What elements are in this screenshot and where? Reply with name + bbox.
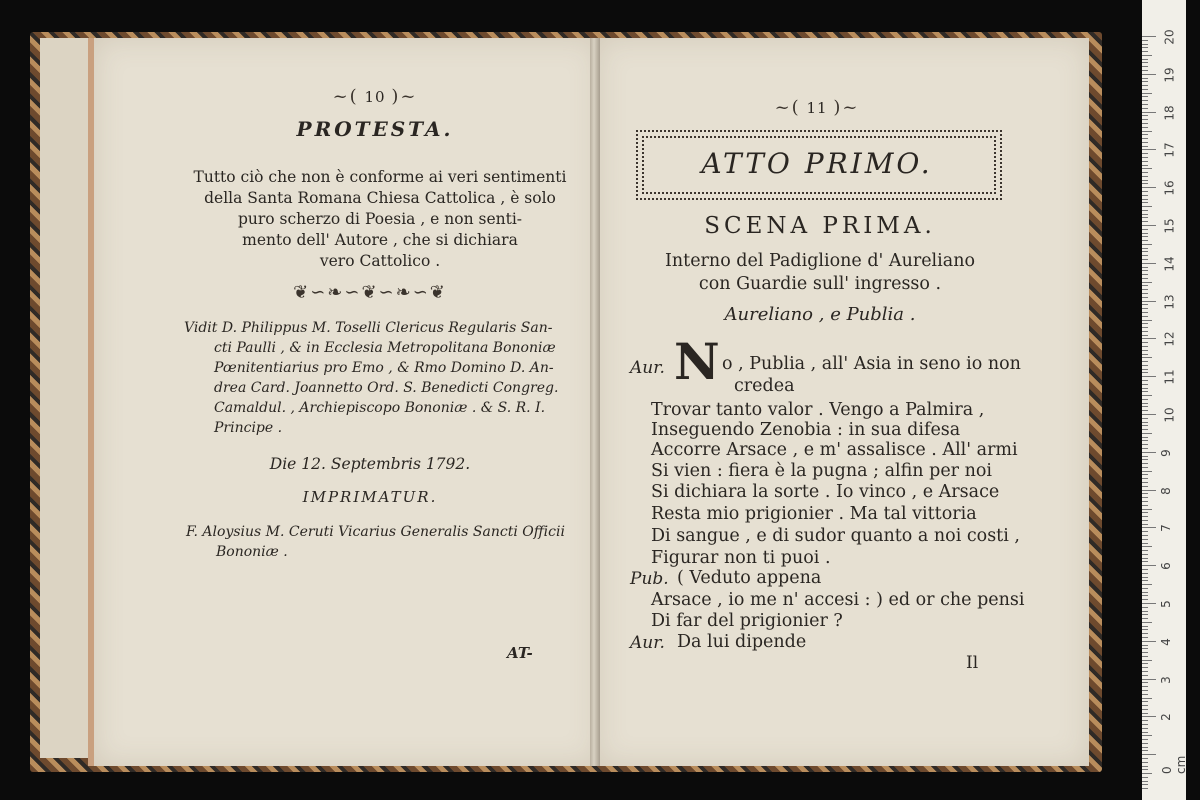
left-page-number: ~( 10 )~ bbox=[332, 86, 418, 107]
ruler-tick bbox=[1142, 255, 1148, 256]
ruler-tick bbox=[1142, 225, 1156, 226]
ruler-tick bbox=[1142, 161, 1148, 162]
ruler-tick bbox=[1142, 183, 1148, 184]
ceruti-line: Bononiæ . bbox=[216, 544, 288, 560]
ruler-tick bbox=[1142, 784, 1148, 785]
ruler-tick bbox=[1142, 633, 1148, 634]
ruler-tick bbox=[1142, 686, 1148, 687]
ruler-tick bbox=[1142, 595, 1148, 596]
ruler-tick bbox=[1142, 221, 1148, 222]
speaker-publia: Pub. bbox=[630, 569, 669, 589]
ruler-label: 14 bbox=[1162, 256, 1177, 272]
verse-line: Figurar non ti puoi . bbox=[651, 548, 831, 568]
ruler-tick bbox=[1142, 236, 1148, 237]
ruler-tick bbox=[1142, 599, 1148, 600]
ruler-tick bbox=[1142, 588, 1148, 589]
ruler-tick bbox=[1142, 85, 1148, 86]
ruler-tick bbox=[1142, 641, 1156, 642]
ruler-tick bbox=[1142, 142, 1148, 143]
ruler-tick bbox=[1142, 297, 1148, 298]
ruler-tick bbox=[1142, 127, 1148, 128]
ruler-tick bbox=[1142, 112, 1156, 113]
ruler-tick bbox=[1142, 497, 1148, 498]
ruler-tick bbox=[1142, 766, 1148, 767]
ruler-tick bbox=[1142, 735, 1152, 736]
ruler-label: 19 bbox=[1162, 67, 1177, 83]
ruler-tick bbox=[1142, 750, 1148, 751]
ruler-tick bbox=[1142, 361, 1148, 362]
ruler-tick bbox=[1142, 433, 1152, 434]
ruler-label: 10 bbox=[1162, 407, 1177, 423]
ceruti-approval bbox=[186, 522, 578, 562]
ruler-tick bbox=[1142, 474, 1148, 475]
ruler-tick bbox=[1142, 652, 1148, 653]
ruler-label: 9 bbox=[1158, 448, 1173, 457]
ruler-tick bbox=[1142, 622, 1152, 623]
ruler-tick bbox=[1142, 482, 1148, 483]
drop-cap: N bbox=[674, 332, 720, 391]
ruler-tick bbox=[1142, 131, 1152, 132]
ruler-label: 2 bbox=[1158, 713, 1173, 722]
ruler-tick bbox=[1142, 327, 1148, 328]
ruler-tick bbox=[1142, 754, 1156, 755]
scene-characters: Aureliano , e Publia . bbox=[724, 304, 916, 325]
ruler-tick bbox=[1142, 316, 1148, 317]
verse-line: Si dichiara la sorte . Io vinco , e Arsace bbox=[651, 482, 1000, 502]
ruler-tick bbox=[1142, 679, 1156, 680]
ruler-tick bbox=[1142, 108, 1148, 109]
ruler-tick bbox=[1142, 618, 1148, 619]
ruler-tick bbox=[1142, 134, 1148, 135]
ornament-icon: )~ bbox=[391, 86, 418, 107]
act-title: ATTO PRIMO. bbox=[701, 147, 933, 180]
ruler-tick bbox=[1142, 739, 1148, 740]
ornament-icon: ~( bbox=[332, 86, 359, 107]
ruler-tick bbox=[1142, 728, 1148, 729]
ruler-tick bbox=[1142, 663, 1148, 664]
ruler-label: 4 bbox=[1158, 637, 1173, 646]
ruler-tick bbox=[1142, 89, 1148, 90]
ruler-label: 8 bbox=[1158, 486, 1173, 495]
ruler-tick bbox=[1142, 372, 1148, 373]
verse-line: Di sangue , e di sudor quanto a noi costi , bbox=[651, 526, 1020, 546]
ruler-label: 15 bbox=[1162, 218, 1177, 234]
ruler-tick bbox=[1142, 308, 1148, 309]
ruler-tick bbox=[1142, 335, 1148, 336]
ruler-tick bbox=[1142, 199, 1148, 200]
left-page-title: PROTESTA. bbox=[296, 117, 454, 141]
ruler-tick bbox=[1142, 44, 1148, 45]
ruler-tick bbox=[1142, 539, 1148, 540]
verse-first-line: o , Publia , all' Asia in seno io non bbox=[722, 354, 1021, 374]
ruler-tick bbox=[1142, 509, 1152, 510]
ruler-tick bbox=[1142, 645, 1148, 646]
ruler-tick bbox=[1142, 667, 1148, 668]
vidit-line: Principe . bbox=[214, 420, 283, 436]
ruler-tick bbox=[1142, 248, 1148, 249]
verse-line: Di far del prigionier ? bbox=[651, 611, 843, 631]
ruler-tick bbox=[1142, 713, 1148, 714]
ruler-tick bbox=[1142, 376, 1156, 377]
ruler-tick bbox=[1142, 81, 1148, 82]
verse-line: Trovar tanto valor . Vengo a Palmira , bbox=[651, 400, 985, 420]
ruler-tick bbox=[1142, 406, 1148, 407]
ruler-tick bbox=[1142, 172, 1148, 173]
ruler-tick bbox=[1142, 93, 1152, 94]
book-gutter bbox=[590, 38, 600, 766]
ruler-tick bbox=[1142, 505, 1148, 506]
ruler-label: 3 bbox=[1158, 675, 1173, 684]
ruler-tick bbox=[1142, 520, 1148, 521]
ruler-tick bbox=[1142, 611, 1148, 612]
verse-line: Da lui dipende bbox=[677, 632, 807, 652]
measurement-ruler bbox=[1142, 0, 1186, 800]
ruler-tick bbox=[1142, 331, 1148, 332]
approval-date: Die 12. Septembris 1792. bbox=[269, 455, 471, 473]
ruler-tick bbox=[1142, 698, 1152, 699]
vidit-line: Pœnitentiarius pro Emo , & Rmo Domino D. An- bbox=[214, 360, 554, 376]
ruler-tick bbox=[1142, 758, 1148, 759]
ruler-tick bbox=[1142, 550, 1148, 551]
ruler-tick bbox=[1142, 584, 1152, 585]
ruler-tick bbox=[1142, 157, 1148, 158]
ruler-tick bbox=[1142, 781, 1148, 782]
ruler-label: 13 bbox=[1162, 293, 1177, 310]
ruler-tick bbox=[1142, 516, 1148, 517]
ruler-tick bbox=[1142, 293, 1148, 294]
ruler-tick bbox=[1142, 229, 1148, 230]
ruler-tick bbox=[1142, 240, 1148, 241]
ruler-tick bbox=[1142, 40, 1148, 41]
ruler-tick bbox=[1142, 561, 1148, 562]
ruler-tick bbox=[1142, 769, 1148, 770]
ruler-tick bbox=[1142, 490, 1156, 491]
ruler-tick bbox=[1142, 165, 1148, 166]
ruler-tick bbox=[1142, 263, 1156, 264]
ruler-tick bbox=[1142, 743, 1148, 744]
ruler-tick bbox=[1142, 444, 1148, 445]
ruler-label: 0 cm bbox=[1160, 755, 1188, 775]
ornament-icon: ~( bbox=[774, 97, 801, 118]
ruler-tick bbox=[1142, 437, 1148, 438]
ruler-tick bbox=[1142, 452, 1156, 453]
ruler-label: 11 bbox=[1162, 369, 1177, 385]
ruler-tick bbox=[1142, 323, 1148, 324]
vidit-approval bbox=[184, 318, 574, 438]
protest-line: della Santa Romana Chiesa Cattolica , è solo bbox=[204, 189, 556, 207]
ruler-tick bbox=[1142, 682, 1148, 683]
vidit-line: Camaldul. , Archiepiscopo Bononiæ . & S. R. I. bbox=[214, 400, 546, 416]
ruler-tick bbox=[1142, 535, 1148, 536]
ruler-tick bbox=[1142, 705, 1148, 706]
ruler-tick bbox=[1142, 690, 1148, 691]
ruler-tick bbox=[1142, 410, 1148, 411]
ruler-tick bbox=[1142, 96, 1148, 97]
ruler-tick bbox=[1142, 527, 1156, 528]
ruler-tick bbox=[1142, 399, 1148, 400]
ruler-tick bbox=[1142, 747, 1148, 748]
ruler-tick bbox=[1142, 74, 1156, 75]
right-catchword: Il bbox=[966, 653, 979, 673]
ceruti-line: F. Aloysius M. Ceruti Vicarius Generalis Sancti Officii bbox=[186, 524, 565, 540]
verse-line: Resta mio prigionier . Ma tal vittoria bbox=[651, 504, 977, 524]
ruler-label: 20 bbox=[1162, 29, 1177, 45]
ruler-tick bbox=[1142, 365, 1148, 366]
ruler-tick bbox=[1142, 637, 1148, 638]
ruler-tick bbox=[1142, 388, 1148, 389]
scene-title: SCENA PRIMA. bbox=[704, 213, 936, 239]
verse-line: Si vien : fiera è la pugna ; alfin per noi bbox=[651, 461, 993, 481]
protest-text bbox=[180, 167, 580, 272]
ruler-tick bbox=[1142, 429, 1148, 430]
ruler-tick bbox=[1142, 55, 1152, 56]
ruler-label: 18 bbox=[1162, 104, 1177, 121]
ruler-tick bbox=[1142, 565, 1156, 566]
ruler-tick bbox=[1142, 59, 1148, 60]
ruler-label: 12 bbox=[1162, 331, 1177, 348]
ruler-tick bbox=[1142, 115, 1148, 116]
ruler-tick bbox=[1142, 267, 1148, 268]
vidit-line: Vidit D. Philippus M. Toselli Clericus Regularis San- bbox=[184, 320, 553, 336]
ruler-tick bbox=[1142, 146, 1148, 147]
ruler-tick bbox=[1142, 459, 1148, 460]
ruler-tick bbox=[1142, 626, 1148, 627]
ruler-tick bbox=[1142, 70, 1148, 71]
ruler-tick bbox=[1142, 531, 1148, 532]
ruler-label: 5 bbox=[1158, 600, 1173, 608]
ruler-label: 7 bbox=[1158, 524, 1173, 533]
ruler-tick bbox=[1142, 701, 1148, 702]
vidit-line: cti Paulli , & in Ecclesia Metropolitana Bononiæ bbox=[214, 340, 556, 356]
ruler-tick bbox=[1142, 270, 1148, 271]
ruler-tick bbox=[1142, 524, 1148, 525]
ruler-tick bbox=[1142, 493, 1148, 494]
ruler-tick bbox=[1142, 709, 1148, 710]
ruler-tick bbox=[1142, 629, 1148, 630]
ruler-tick bbox=[1142, 138, 1148, 139]
protest-line: Tutto ciò che non è conforme ai veri sentimenti bbox=[193, 168, 567, 186]
ruler-tick bbox=[1142, 195, 1148, 196]
ruler-tick bbox=[1142, 289, 1148, 290]
ruler-tick bbox=[1142, 569, 1148, 570]
ruler-tick bbox=[1142, 671, 1148, 672]
ruler-tick bbox=[1142, 418, 1148, 419]
protest-line: puro scherzo di Poesia , e non senti- bbox=[237, 210, 523, 228]
ruler-tick bbox=[1142, 320, 1152, 321]
ruler-tick bbox=[1142, 244, 1152, 245]
protest-line: vero Cattolico . bbox=[319, 252, 441, 270]
ruler-tick bbox=[1142, 777, 1148, 778]
ruler-tick bbox=[1142, 384, 1148, 385]
left-catchword: AT- bbox=[507, 644, 533, 662]
ruler-tick bbox=[1142, 214, 1148, 215]
ruler-tick bbox=[1142, 478, 1148, 479]
ruler-tick bbox=[1142, 274, 1148, 275]
ruler-tick bbox=[1142, 285, 1148, 286]
ruler-tick bbox=[1142, 773, 1152, 774]
protest-line: mento dell' Autore , che si dichiara bbox=[242, 231, 518, 249]
ruler-tick bbox=[1142, 100, 1148, 101]
ruler-tick bbox=[1142, 380, 1148, 381]
ruler-tick bbox=[1142, 694, 1148, 695]
ruler-tick bbox=[1142, 448, 1148, 449]
fleuron-divider-icon: ❦∽❧∽❦∽❧∽❦ bbox=[293, 282, 447, 303]
ornament-icon: )~ bbox=[833, 97, 860, 118]
verse-line: credea bbox=[734, 376, 795, 396]
ruler-tick bbox=[1142, 471, 1152, 472]
ruler-tick bbox=[1142, 603, 1156, 604]
ruler-tick bbox=[1142, 251, 1148, 252]
ruler-tick bbox=[1142, 149, 1156, 150]
ruler-tick bbox=[1142, 210, 1148, 211]
ruler-tick bbox=[1142, 176, 1148, 177]
speaker-aurelian: Aur. bbox=[630, 358, 665, 378]
ruler-tick bbox=[1142, 467, 1148, 468]
ruler-tick bbox=[1142, 580, 1148, 581]
ruler-tick bbox=[1142, 440, 1148, 441]
ruler-tick bbox=[1142, 512, 1148, 513]
ruler-tick bbox=[1142, 456, 1148, 457]
right-page-number: ~( 11 )~ bbox=[774, 97, 860, 118]
ruler-tick bbox=[1142, 47, 1148, 48]
ruler-tick bbox=[1142, 123, 1148, 124]
ruler-tick bbox=[1142, 656, 1148, 657]
vidit-line: drea Card. Joannetto Ord. S. Benedicti Congreg. bbox=[214, 380, 559, 396]
ruler-tick bbox=[1142, 463, 1148, 464]
verse-line: ( Veduto appena bbox=[677, 568, 822, 588]
ruler-tick bbox=[1142, 153, 1148, 154]
ruler-tick bbox=[1142, 354, 1148, 355]
ruler-tick bbox=[1142, 301, 1156, 302]
ruler-label: 16 bbox=[1162, 180, 1177, 196]
ruler-tick bbox=[1142, 278, 1148, 279]
ruler-tick bbox=[1142, 104, 1148, 105]
ruler-tick bbox=[1142, 338, 1156, 339]
ruler-tick bbox=[1142, 573, 1148, 574]
ruler-tick bbox=[1142, 716, 1156, 717]
ruler-tick bbox=[1142, 577, 1148, 578]
ruler-tick bbox=[1142, 607, 1148, 608]
setting-line: con Guardie sull' ingresso . bbox=[698, 274, 942, 294]
ruler-tick bbox=[1142, 788, 1148, 789]
scene-setting bbox=[640, 250, 1000, 296]
verse-line: Accorre Arsace , e m' assalisce . All' armi bbox=[651, 440, 1018, 460]
ruler-tick bbox=[1142, 202, 1148, 203]
ruler-label: 6 bbox=[1158, 562, 1173, 571]
ruler-tick bbox=[1142, 78, 1148, 79]
ruler-tick bbox=[1142, 187, 1156, 188]
ruler-tick bbox=[1142, 206, 1152, 207]
ruler-tick bbox=[1142, 357, 1152, 358]
ruler-tick bbox=[1142, 724, 1148, 725]
ruler-tick bbox=[1142, 546, 1152, 547]
imprimatur-heading: IMPRIMATUR. bbox=[302, 488, 438, 506]
ruler-tick bbox=[1142, 675, 1148, 676]
ruler-tick bbox=[1142, 282, 1152, 283]
ruler-tick bbox=[1142, 51, 1148, 52]
ruler-tick bbox=[1142, 403, 1148, 404]
ruler-tick bbox=[1142, 486, 1148, 487]
ruler-tick bbox=[1142, 592, 1148, 593]
ruler-tick bbox=[1142, 119, 1148, 120]
ruler-tick bbox=[1142, 369, 1148, 370]
ruler-tick bbox=[1142, 660, 1152, 661]
ruler-tick bbox=[1142, 554, 1148, 555]
ruler-tick bbox=[1142, 62, 1148, 63]
ruler-tick bbox=[1142, 558, 1148, 559]
ruler-tick bbox=[1142, 346, 1148, 347]
ruler-tick bbox=[1142, 391, 1148, 392]
ruler-label: 17 bbox=[1162, 142, 1177, 159]
ruler-tick bbox=[1142, 395, 1152, 396]
ruler-tick bbox=[1142, 66, 1148, 67]
ruler-tick bbox=[1142, 425, 1148, 426]
ruler-tick bbox=[1142, 342, 1148, 343]
ruler-tick bbox=[1142, 732, 1148, 733]
ruler-tick bbox=[1142, 168, 1152, 169]
ruler-tick bbox=[1142, 762, 1148, 763]
ruler-tick bbox=[1142, 422, 1148, 423]
ruler-tick bbox=[1142, 180, 1148, 181]
ruler-tick bbox=[1142, 543, 1148, 544]
ruler-tick bbox=[1142, 648, 1148, 649]
ruler-tick bbox=[1142, 501, 1148, 502]
ruler-tick bbox=[1142, 614, 1148, 615]
ruler-tick bbox=[1142, 191, 1148, 192]
ruler-tick bbox=[1142, 233, 1148, 234]
speaker-aurelian: Aur. bbox=[630, 633, 665, 653]
ruler-tick bbox=[1142, 304, 1148, 305]
verse-line: Arsace , io me n' accesi : ) ed or che pensi bbox=[651, 590, 1025, 610]
ruler-tick bbox=[1142, 259, 1148, 260]
flyleaf-edge bbox=[40, 38, 92, 758]
verse-line: Inseguendo Zenobia : in sua difesa bbox=[651, 420, 961, 440]
setting-line: Interno del Padiglione d' Aureliano bbox=[664, 251, 975, 271]
ruler-tick bbox=[1142, 217, 1148, 218]
ruler-tick bbox=[1142, 312, 1148, 313]
ruler-tick bbox=[1142, 720, 1148, 721]
ruler-tick bbox=[1142, 414, 1156, 415]
ruler-tick bbox=[1142, 350, 1148, 351]
ruler-tick bbox=[1142, 36, 1156, 37]
